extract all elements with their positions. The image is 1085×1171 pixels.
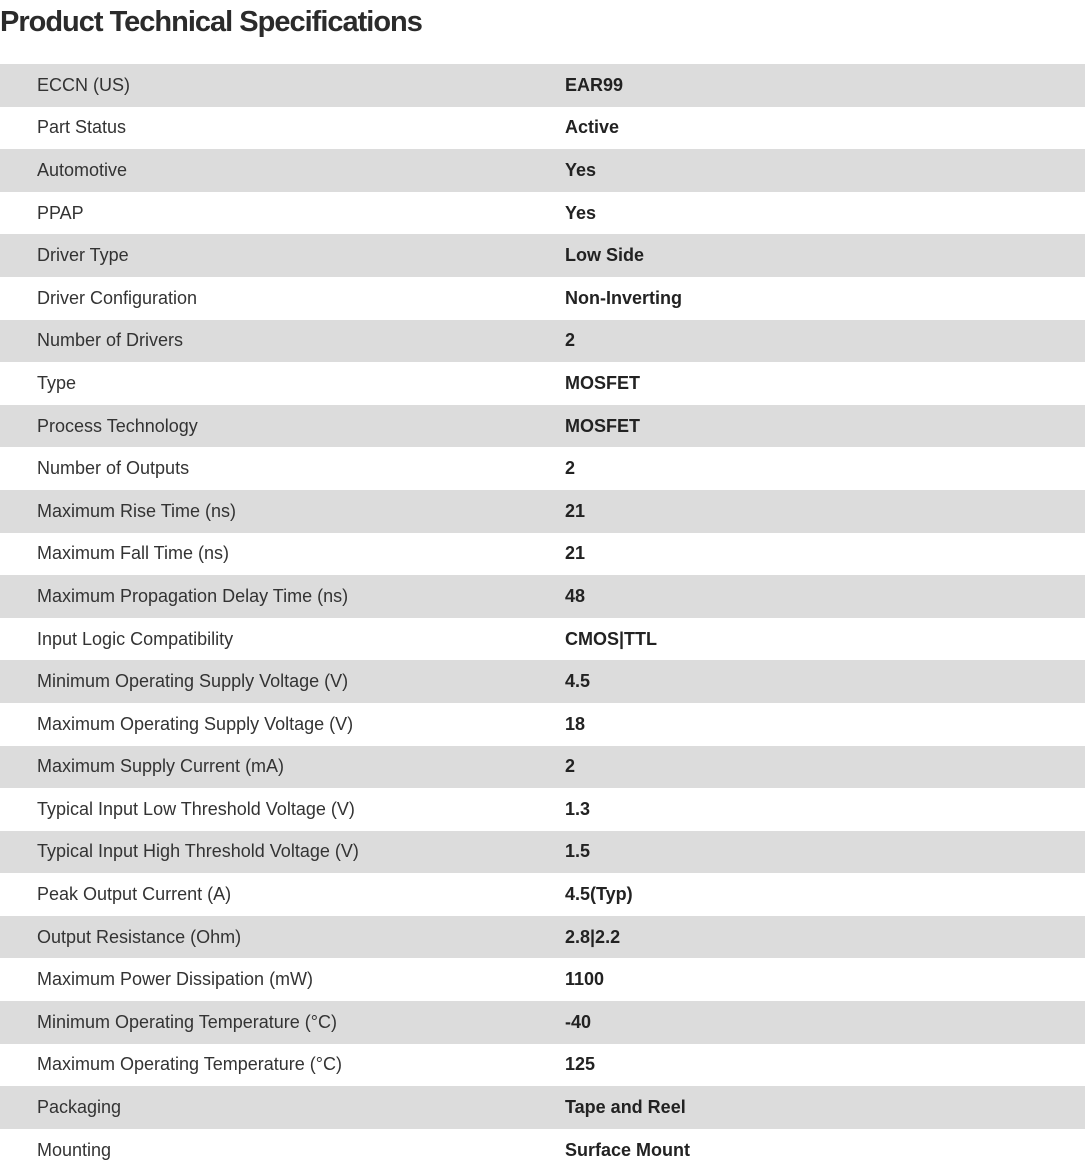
spec-value: Low Side — [565, 234, 1085, 277]
spec-row — [0, 831, 1085, 874]
spec-label: ECCN (US) — [0, 64, 565, 107]
spec-value: 1100 — [565, 958, 1085, 1001]
spec-value: 4.5 — [565, 660, 1085, 703]
spec-value: Tape and Reel — [565, 1086, 1085, 1129]
spec-value: 2 — [565, 746, 1085, 789]
page-title: Product Technical Specifications — [0, 6, 422, 38]
spec-label: PPAP — [0, 192, 565, 235]
spec-value: Yes — [565, 192, 1085, 235]
spec-label: Typical Input Low Threshold Voltage (V) — [0, 788, 565, 831]
spec-value: 4.5(Typ) — [565, 873, 1085, 916]
spec-value: CMOS|TTL — [565, 618, 1085, 661]
spec-row — [0, 362, 1085, 405]
spec-label: Maximum Supply Current (mA) — [0, 746, 565, 789]
spec-row — [0, 490, 1085, 533]
spec-label: Type — [0, 362, 565, 405]
spec-row — [0, 1129, 1085, 1171]
spec-row — [0, 1001, 1085, 1044]
spec-label: Typical Input High Threshold Voltage (V) — [0, 831, 565, 874]
spec-row — [0, 447, 1085, 490]
spec-value: 1.3 — [565, 788, 1085, 831]
spec-row — [0, 64, 1085, 107]
spec-row — [0, 873, 1085, 916]
spec-row — [0, 405, 1085, 448]
spec-value: 2 — [565, 320, 1085, 363]
spec-label: Number of Drivers — [0, 320, 565, 363]
spec-row — [0, 660, 1085, 703]
spec-value: MOSFET — [565, 405, 1085, 448]
spec-row — [0, 746, 1085, 789]
spec-row — [0, 575, 1085, 618]
spec-value: MOSFET — [565, 362, 1085, 405]
spec-label: Output Resistance (Ohm) — [0, 916, 565, 959]
spec-row — [0, 958, 1085, 1001]
spec-label: Number of Outputs — [0, 447, 565, 490]
spec-value: Surface Mount — [565, 1129, 1085, 1171]
spec-label: Mounting — [0, 1129, 565, 1171]
spec-row — [0, 788, 1085, 831]
spec-row — [0, 234, 1085, 277]
spec-label: Maximum Operating Supply Voltage (V) — [0, 703, 565, 746]
spec-row — [0, 277, 1085, 320]
spec-value: Yes — [565, 149, 1085, 192]
spec-label: Automotive — [0, 149, 565, 192]
spec-label: Input Logic Compatibility — [0, 618, 565, 661]
spec-label: Packaging — [0, 1086, 565, 1129]
spec-value: Non-Inverting — [565, 277, 1085, 320]
spec-value: 1.5 — [565, 831, 1085, 874]
spec-label: Maximum Power Dissipation (mW) — [0, 958, 565, 1001]
spec-value: 125 — [565, 1044, 1085, 1087]
spec-row — [0, 533, 1085, 576]
spec-label: Driver Type — [0, 234, 565, 277]
spec-value: 21 — [565, 533, 1085, 576]
spec-value: 2.8|2.2 — [565, 916, 1085, 959]
spec-row — [0, 107, 1085, 150]
spec-label: Maximum Operating Temperature (°C) — [0, 1044, 565, 1087]
spec-label: Maximum Propagation Delay Time (ns) — [0, 575, 565, 618]
spec-row — [0, 703, 1085, 746]
spec-value: -40 — [565, 1001, 1085, 1044]
spec-label: Driver Configuration — [0, 277, 565, 320]
spec-label: Minimum Operating Supply Voltage (V) — [0, 660, 565, 703]
spec-label: Process Technology — [0, 405, 565, 448]
spec-value: EAR99 — [565, 64, 1085, 107]
spec-value: 21 — [565, 490, 1085, 533]
spec-label: Minimum Operating Temperature (°C) — [0, 1001, 565, 1044]
spec-row — [0, 1044, 1085, 1087]
spec-row — [0, 916, 1085, 959]
spec-label: Peak Output Current (A) — [0, 873, 565, 916]
spec-value: Active — [565, 107, 1085, 150]
spec-row — [0, 320, 1085, 363]
spec-row — [0, 149, 1085, 192]
spec-label: Part Status — [0, 107, 565, 150]
spec-label: Maximum Fall Time (ns) — [0, 533, 565, 576]
spec-label: Maximum Rise Time (ns) — [0, 490, 565, 533]
spec-value: 18 — [565, 703, 1085, 746]
spec-table — [0, 64, 1085, 1171]
spec-row — [0, 192, 1085, 235]
spec-row — [0, 1086, 1085, 1129]
spec-value: 2 — [565, 447, 1085, 490]
spec-table-body — [0, 64, 1085, 1171]
spec-row — [0, 618, 1085, 661]
spec-value: 48 — [565, 575, 1085, 618]
